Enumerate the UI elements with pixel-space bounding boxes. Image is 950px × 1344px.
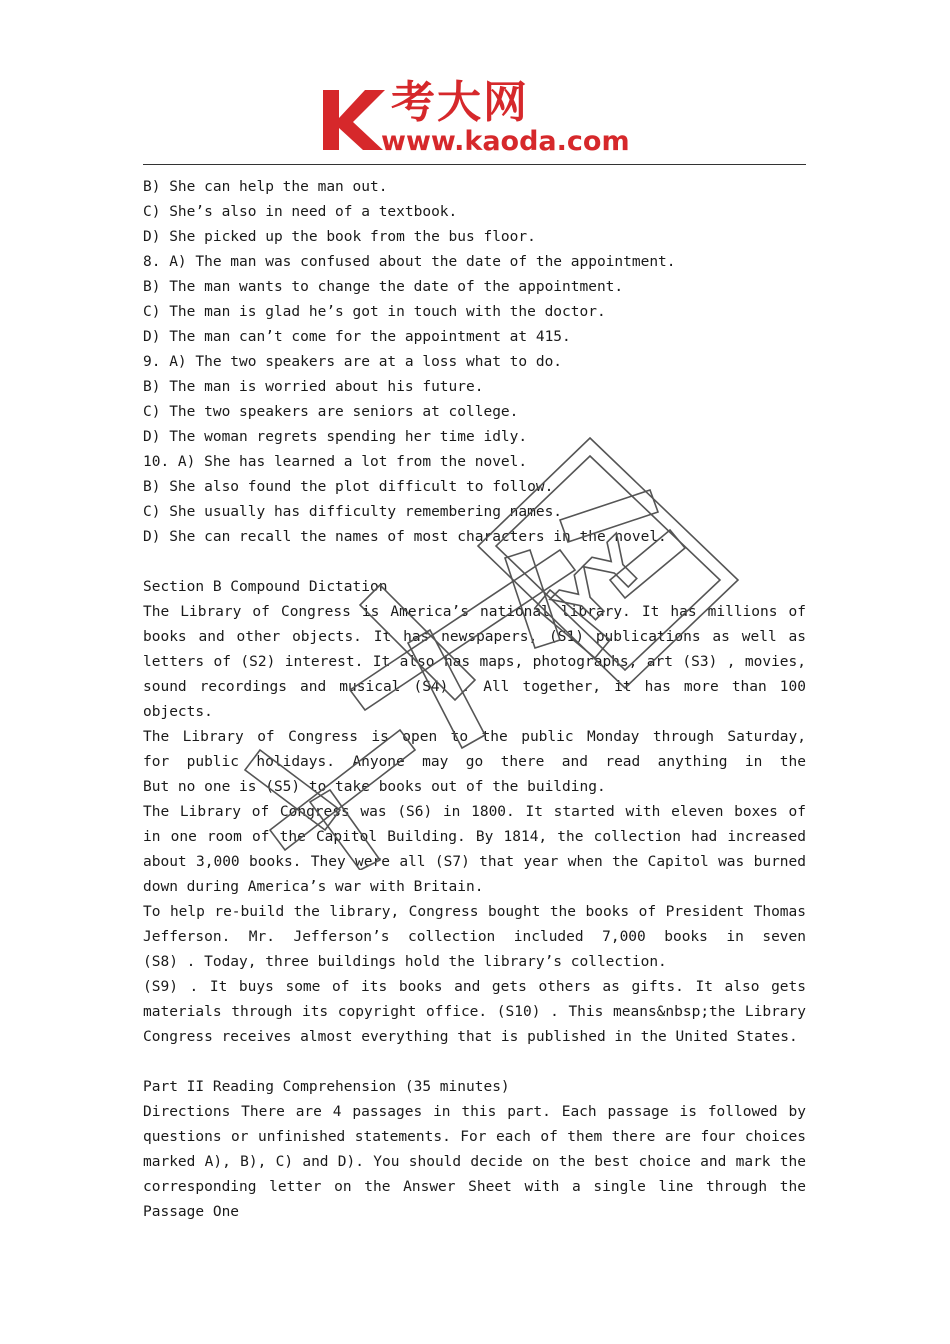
- text-line: 10. A) She has learned a lot from the novel.: [143, 454, 528, 470]
- logo-chinese-text: 考大网: [391, 77, 529, 128]
- document-body: [143, 175, 806, 1225]
- logo-url-text: www.kaoda.com: [381, 126, 630, 157]
- text-line: (S8) . Today, three buildings hold the library’s collection.: [143, 954, 667, 970]
- text-line: But no one is (S5) to take books out of the building.: [143, 779, 606, 795]
- text-line: B) The man wants to change the date of the appointment.: [143, 279, 624, 295]
- text-line: letters of (S2) interest. It also has maps, photographs, art (S3) , movies,: [143, 654, 806, 670]
- blank-line: [143, 550, 806, 575]
- text-line: marked A), B), C) and D). You should decide on the best choice and mark the: [143, 1154, 806, 1170]
- text-line: The Library of Congress was (S6) in 1800. It started with eleven boxes of: [143, 804, 806, 820]
- page-header: [143, 77, 806, 166]
- text-line: D) She can recall the names of most characters in the novel.: [143, 529, 667, 545]
- text-line: objects.: [143, 704, 213, 720]
- text-line: for public holidays. Anyone may go there and read anything in the: [143, 754, 806, 770]
- text-line: about 3,000 books. They were all (S7) that year when the Capitol was burned: [143, 854, 806, 870]
- text-line: sound recordings and musical (S4) . All together, it has more than 100: [143, 679, 806, 695]
- text-line: Congress receives almost everything that is published in the United States.: [143, 1029, 798, 1045]
- text-line: 9. A) The two speakers are at a loss what to do.: [143, 354, 563, 370]
- text-line: C) The two speakers are seniors at college.: [143, 404, 519, 420]
- text-line: B) The man is worried about his future.: [143, 379, 484, 395]
- text-line: B) She also found the plot difficult to follow.: [143, 479, 554, 495]
- text-line: The Library of Congress is America’s national library. It has millions of: [143, 604, 806, 620]
- text-line: B) She can help the man out.: [143, 179, 388, 195]
- text-line: D) She picked up the book from the bus floor.: [143, 229, 536, 245]
- text-line: questions or unfinished statements. For each of them there are four choices: [143, 1129, 806, 1145]
- text-line: The Library of Congress is open to the public Monday through Saturday,: [143, 729, 806, 745]
- kaoda-logo: [319, 77, 639, 158]
- header-divider: [143, 164, 806, 165]
- text-line: To help re-build the library, Congress bought the books of President Thomas: [143, 904, 806, 920]
- text-line: C) She usually has difficulty remembering names.: [143, 504, 563, 520]
- text-line: D) The man can’t come for the appointment at 415.: [143, 329, 571, 345]
- text-line: C) The man is glad he’s got in touch with the doctor.: [143, 304, 606, 320]
- text-line: Directions There are 4 passages in this part. Each passage is followed by: [143, 1104, 806, 1120]
- text-line: corresponding letter on the Answer Sheet with a single line through the: [143, 1179, 806, 1195]
- text-line: Passage One: [143, 1204, 240, 1220]
- text-line: in one room of the Capitol Building. By 1814, the collection had increased: [143, 829, 806, 845]
- text-line: D) The woman regrets spending her time idly.: [143, 429, 528, 445]
- text-line: (S9) . It buys some of its books and gets others as gifts. It also gets: [143, 979, 806, 995]
- text-line: Section B Compound Dictation: [143, 579, 388, 595]
- text-line: C) She’s also in need of a textbook.: [143, 204, 458, 220]
- k-logo-icon: [319, 84, 389, 154]
- text-line: Jefferson. Mr. Jefferson’s collection included 7,000 books in seven: [143, 929, 806, 945]
- text-line: 8. A) The man was confused about the date of the appointment.: [143, 254, 676, 270]
- text-line: materials through its copyright office. (S10) . This means&nbsp;the Library: [143, 1004, 806, 1020]
- text-line: books and other objects. It has newspapers, (S1) publications as well as: [143, 629, 806, 645]
- text-line: down during America’s war with Britain.: [143, 879, 484, 895]
- text-line: Part II Reading Comprehension (35 minutes): [143, 1079, 510, 1095]
- blank-line: [143, 1050, 806, 1075]
- watermark-text: YY: [542, 525, 661, 644]
